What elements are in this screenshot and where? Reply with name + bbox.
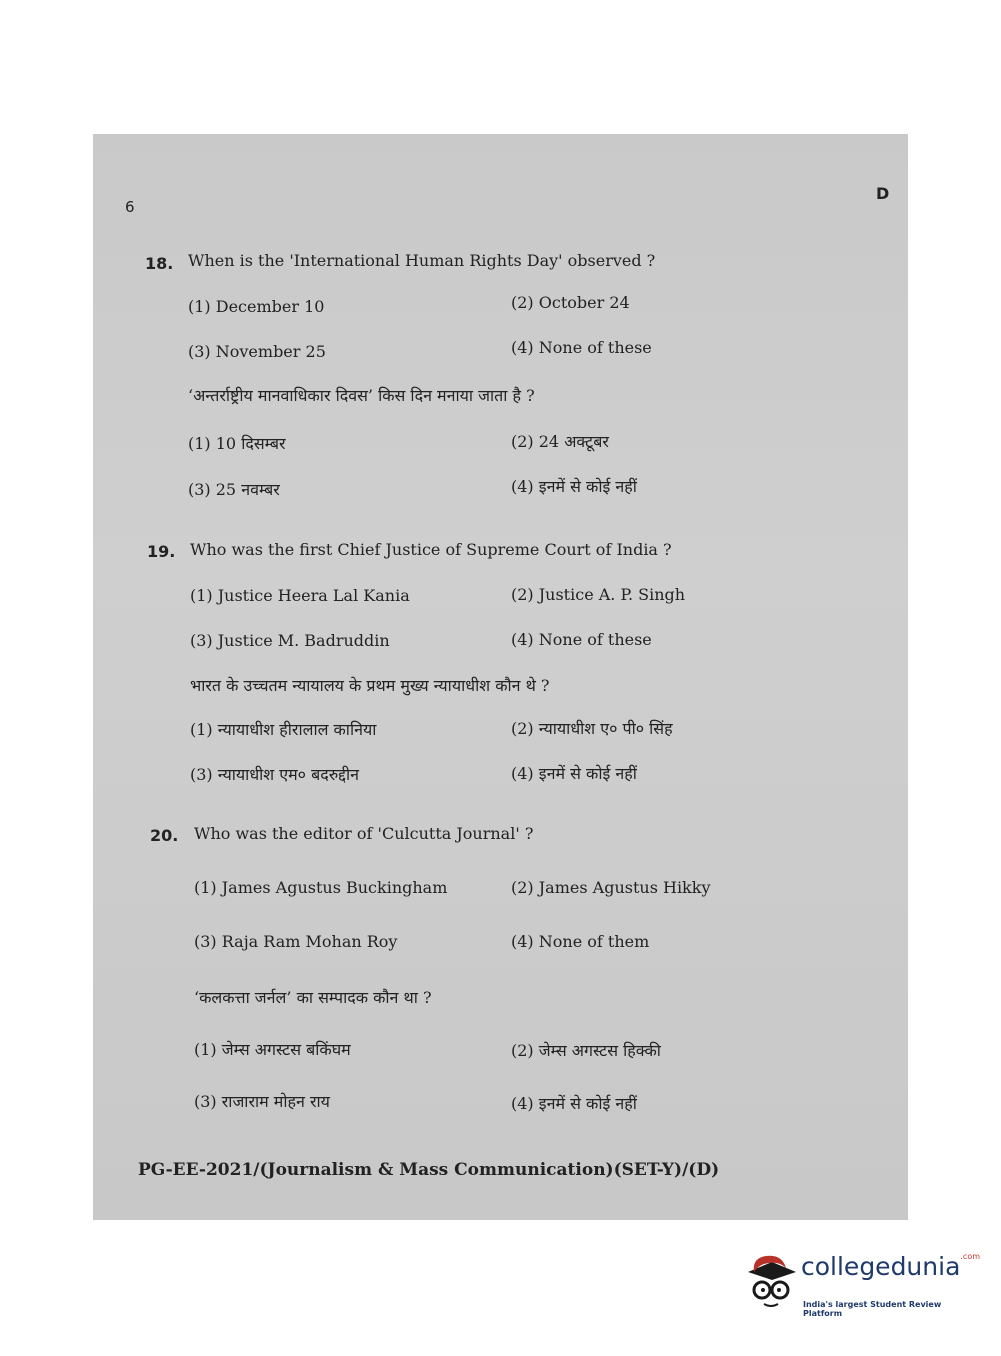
option-en: (3) Raja Ram Mohan Roy [194, 932, 398, 951]
question-text-hi: भारत के उच्चतम न्यायालय के प्रथम मुख्य न्यायाधीश कौन थे ? [190, 676, 550, 695]
question-number: 18. [145, 254, 174, 273]
option-hi: (3) राजाराम मोहन राय [194, 1092, 330, 1111]
option-hi: (4) इनमें से कोई नहीं [511, 1094, 637, 1113]
option-hi: (1) 10 दिसम्बर [188, 434, 286, 453]
option-hi: (1) जेम्स अगस्टस बकिंघम [194, 1040, 351, 1059]
option-hi: (4) इनमें से कोई नहीं [511, 477, 637, 496]
set-code: D [876, 184, 890, 203]
option-en: (2) October 24 [511, 293, 630, 312]
page-number: 6 [125, 198, 135, 216]
question-text-en: When is the 'International Human Rights Day' observed ? [188, 251, 656, 270]
question-text-en: Who was the editor of 'Culcutta Journal' ? [194, 824, 534, 843]
question-number: 20. [150, 826, 179, 845]
option-hi: (1) न्यायाधीश हीरालाल कानिया [190, 720, 377, 739]
option-hi: (2) जेम्स अगस्टस हिक्की [511, 1041, 661, 1060]
question-text-hi: ‘अन्तर्राष्ट्रीय मानवाधिकार दिवस’ किस दिन मनाया जाता है ? [188, 386, 535, 405]
option-en: (4) None of these [511, 630, 652, 649]
mascot-icon [742, 1250, 800, 1312]
paper-code-footer: PG-EE-2021/(Journalism & Mass Communication)(SET-Y)/(D) [138, 1160, 720, 1180]
option-en: (4) None of these [511, 338, 652, 357]
option-hi: (3) 25 नवम्बर [188, 480, 280, 499]
question-text-hi: ‘कलकत्ता जर्नल’ का सम्पादक कौन था ? [194, 988, 432, 1007]
option-en: (3) November 25 [188, 342, 326, 361]
option-en: (3) Justice M. Badruddin [190, 631, 390, 650]
brand-name: collegedunia$^{.com}$ [801, 1252, 981, 1281]
option-en: (2) Justice A. P. Singh [511, 585, 686, 604]
option-hi: (3) न्यायाधीश एम० बदरुद्दीन [190, 765, 360, 784]
exam-page [93, 134, 908, 1220]
option-en: (1) December 10 [188, 297, 325, 316]
option-en: (4) None of them [511, 932, 650, 951]
option-en: (1) James Agustus Buckingham [194, 878, 448, 897]
option-hi: (2) 24 अक्टूबर [511, 432, 609, 451]
question-number: 19. [147, 542, 176, 561]
option-hi: (2) न्यायाधीश ए० पी० सिंह [511, 719, 673, 738]
option-en: (2) James Agustus Hikky [511, 878, 711, 897]
collegedunia-watermark [742, 1250, 981, 1320]
option-en: (1) Justice Heera Lal Kania [190, 586, 410, 605]
question-text-en: Who was the first Chief Justice of Supreme Court of India ? [190, 540, 672, 559]
brand-tagline: India's largest Student Review Platform [803, 1300, 942, 1318]
option-hi: (4) इनमें से कोई नहीं [511, 764, 637, 783]
